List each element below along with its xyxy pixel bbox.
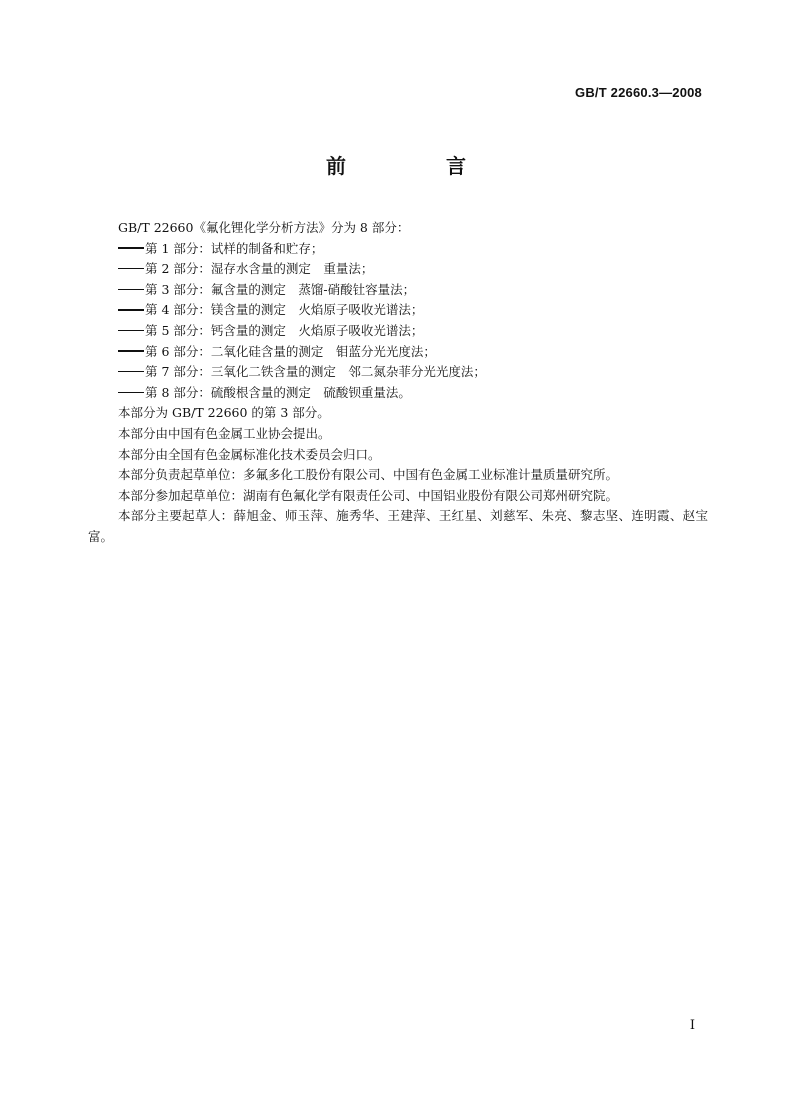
list-item [88, 362, 708, 383]
dash-icon [118, 350, 144, 352]
list-item [88, 383, 708, 404]
page-number: I [689, 1018, 695, 1033]
participating-drafters: 本部分参加起草单位：湖南有色氟化学有限责任公司、中国铝业股份有限公司郑州研究院。 [118, 487, 619, 503]
main-drafters: 本部分主要起草人：薛旭金、师玉萍、施秀华、王建萍、王红星、刘慈军、朱亮、黎志坚、连明霞、赵宝富。 [88, 508, 708, 544]
standard-code: GB/T 22660.3—2008 [575, 85, 702, 100]
intro-paragraph: GB/T 22660《氟化锂化学分析方法》分为 8 部分： [118, 220, 410, 235]
list-item [88, 321, 708, 342]
part-label: 第 3 部分：氟含量的测定 蒸馏-硝酸钍容量法； [145, 281, 416, 297]
list-item [88, 239, 708, 260]
dash-icon [118, 268, 144, 270]
committee-statement: 本部分由全国有色金属标准化技术委员会归口。 [118, 446, 381, 462]
dash-icon [118, 392, 144, 394]
dash-icon [118, 247, 144, 249]
responsible-drafters: 本部分负责起草单位：多氟多化工股份有限公司、中国有色金属工业标准计量质量研究所。 [118, 467, 619, 483]
part-statement: 本部分为 GB/T 22660 的第 3 部分。 [118, 405, 330, 421]
dash-icon [118, 371, 144, 373]
list-item [88, 300, 708, 321]
list-item [88, 280, 708, 301]
dash-icon [118, 330, 144, 332]
part-label: 第 8 部分：硫酸根含量的测定 硫酸钡重量法。 [145, 384, 411, 400]
part-label: 第 2 部分：湿存水含量的测定 重量法； [145, 261, 374, 277]
part-label: 第 1 部分：试样的制备和贮存； [145, 240, 324, 256]
dash-icon [118, 309, 144, 311]
proposer-statement: 本部分由中国有色金属工业协会提出。 [118, 425, 331, 441]
list-item [88, 259, 708, 280]
list-item [88, 342, 708, 363]
dash-icon [118, 289, 144, 291]
part-label: 第 4 部分：镁含量的测定 火焰原子吸收光谱法； [145, 302, 424, 318]
page-title: 前 言 [326, 154, 506, 178]
part-label: 第 7 部分：三氧化二铁含量的测定 邻二氮杂菲分光光度法； [145, 364, 486, 380]
part-label: 第 6 部分：二氧化硅含量的测定 钼蓝分光光度法； [145, 343, 436, 359]
preface-body [88, 218, 708, 548]
part-label: 第 5 部分：钙含量的测定 火焰原子吸收光谱法； [145, 322, 424, 338]
